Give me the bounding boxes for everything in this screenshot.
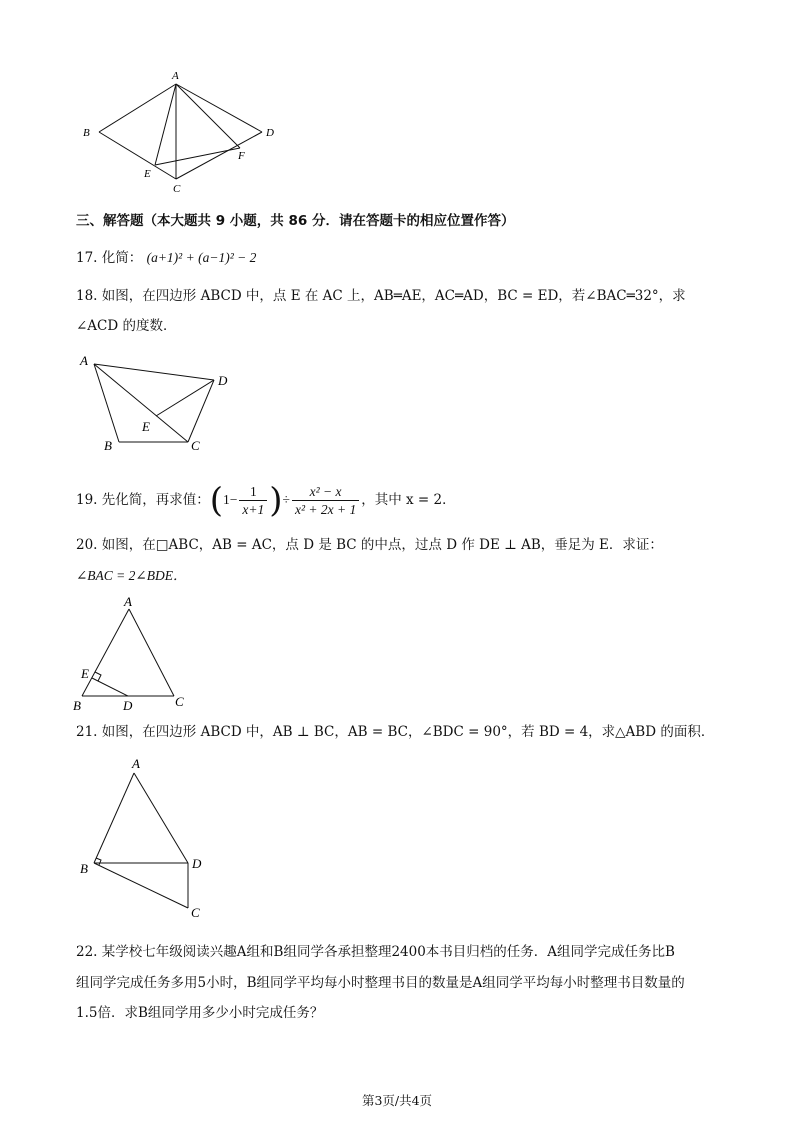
- q19-number: 19.: [76, 492, 98, 508]
- segment-ED: [156, 380, 214, 416]
- label-A: A: [80, 353, 88, 368]
- question-22: [76, 942, 675, 962]
- q21-line1: 如图，在四边形 ABCD 中，AB ⊥ BC，AB = BC，∠BDC = 90°，若 BD = 4，求△ABD 的面积．: [101, 724, 715, 740]
- segment-AC: [129, 609, 174, 696]
- q17-number: 17.: [76, 250, 98, 266]
- q20-line2: ∠BAC = 2∠BDE．: [76, 568, 187, 583]
- segment-AF: [176, 84, 240, 148]
- fraction-2-numerator: x² − x: [292, 483, 359, 501]
- q20-number: 20.: [76, 537, 98, 553]
- segment-AB: [94, 773, 134, 863]
- q22-line3: 1.5倍．求B组同学用多少小时完成任务？: [76, 1005, 324, 1021]
- label-E: E: [142, 419, 150, 434]
- label-D: D: [266, 127, 274, 139]
- label-B: B: [83, 127, 90, 139]
- q17-text: 化简：: [101, 250, 143, 266]
- label-F: F: [238, 150, 245, 162]
- question-18: [76, 286, 686, 306]
- division-sign: ÷: [282, 492, 290, 507]
- left-paren: (: [209, 480, 224, 521]
- fraction-1-denominator: x+1: [242, 502, 265, 517]
- q20-line1: 如图，在□ABC，AB = AC，点 D 是 BC 的中点，过点 D 作 DE ⊥ AB，垂足为 E．求证：: [101, 537, 663, 553]
- segment-CD: [188, 380, 214, 442]
- figure-q20: [72, 594, 202, 716]
- q22-number: 22.: [76, 944, 98, 960]
- label-A: A: [132, 756, 140, 771]
- q17-expression: (a+1)² + (a−1)² − 2: [146, 250, 257, 265]
- q22-line2: 组同学完成任务多用5小时，B组同学平均每小时整理书目的数量是A组同学平均每小时整理书目数量的: [76, 975, 685, 991]
- label-B: B: [104, 438, 112, 453]
- label-B: B: [73, 698, 81, 713]
- label-E: E: [144, 168, 151, 180]
- q19-prefix: 先化简，再求值：: [101, 492, 210, 508]
- label-B: B: [80, 861, 88, 876]
- q21-number: 21.: [76, 724, 98, 740]
- q18-number: 18.: [76, 288, 98, 304]
- label-C: C: [191, 438, 200, 453]
- right-paren: ): [269, 480, 283, 521]
- q19-one-minus: 1−: [223, 492, 238, 507]
- segment-DE: [92, 678, 128, 696]
- label-C: C: [175, 694, 184, 709]
- segment-BC: [99, 132, 176, 179]
- segment-AB: [99, 84, 176, 132]
- label-D: D: [123, 698, 133, 713]
- question-19: [76, 478, 456, 524]
- question-21: [76, 722, 714, 742]
- figure-q16: [78, 68, 288, 198]
- segment-CD: [176, 132, 262, 179]
- segment-BC: [94, 863, 188, 908]
- label-D: D: [192, 856, 202, 871]
- fraction-2-denominator: x² + 2x + 1: [294, 502, 357, 517]
- fraction-1-numerator: 1: [239, 483, 267, 501]
- label-A: A: [172, 70, 179, 82]
- question-20: [76, 535, 663, 555]
- q18-line1: 如图，在四边形 ABCD 中，点 E 在 AC 上，AB═AE，AC═AD，BC = ED，若∠BAC═32°，求: [101, 288, 686, 304]
- segment-EF: [155, 148, 240, 165]
- segment-AD: [134, 773, 188, 863]
- label-C: C: [173, 183, 181, 195]
- label-A: A: [124, 594, 132, 609]
- section-title: 三、解答题（本大题共 9 小题，共 86 分．请在答题卡的相应位置作答）: [76, 213, 515, 229]
- segment-AB: [94, 364, 119, 442]
- label-C: C: [191, 905, 200, 920]
- q18-line2: ∠ACD 的度数．: [76, 318, 177, 334]
- segment-DA: [176, 84, 262, 132]
- figure-q21: [74, 752, 214, 922]
- segment-AB: [82, 609, 129, 696]
- figure-q18: [72, 350, 242, 455]
- label-D: D: [218, 373, 228, 388]
- page-footer: 第3页/共4页: [361, 1093, 433, 1108]
- label-E: E: [81, 666, 89, 681]
- segment-AD: [94, 364, 214, 380]
- fraction-2: [292, 483, 359, 518]
- fraction-1: [239, 483, 267, 518]
- q19-suffix: ，其中 x = 2．: [361, 492, 456, 508]
- segment-AC: [94, 364, 188, 442]
- question-17: [76, 248, 256, 268]
- q22-line1: 某学校七年级阅读兴趣A组和B组同学各承担整理2400本书目归档的任务．A组同学完成任务比B: [101, 944, 675, 960]
- segment-AE: [155, 84, 176, 165]
